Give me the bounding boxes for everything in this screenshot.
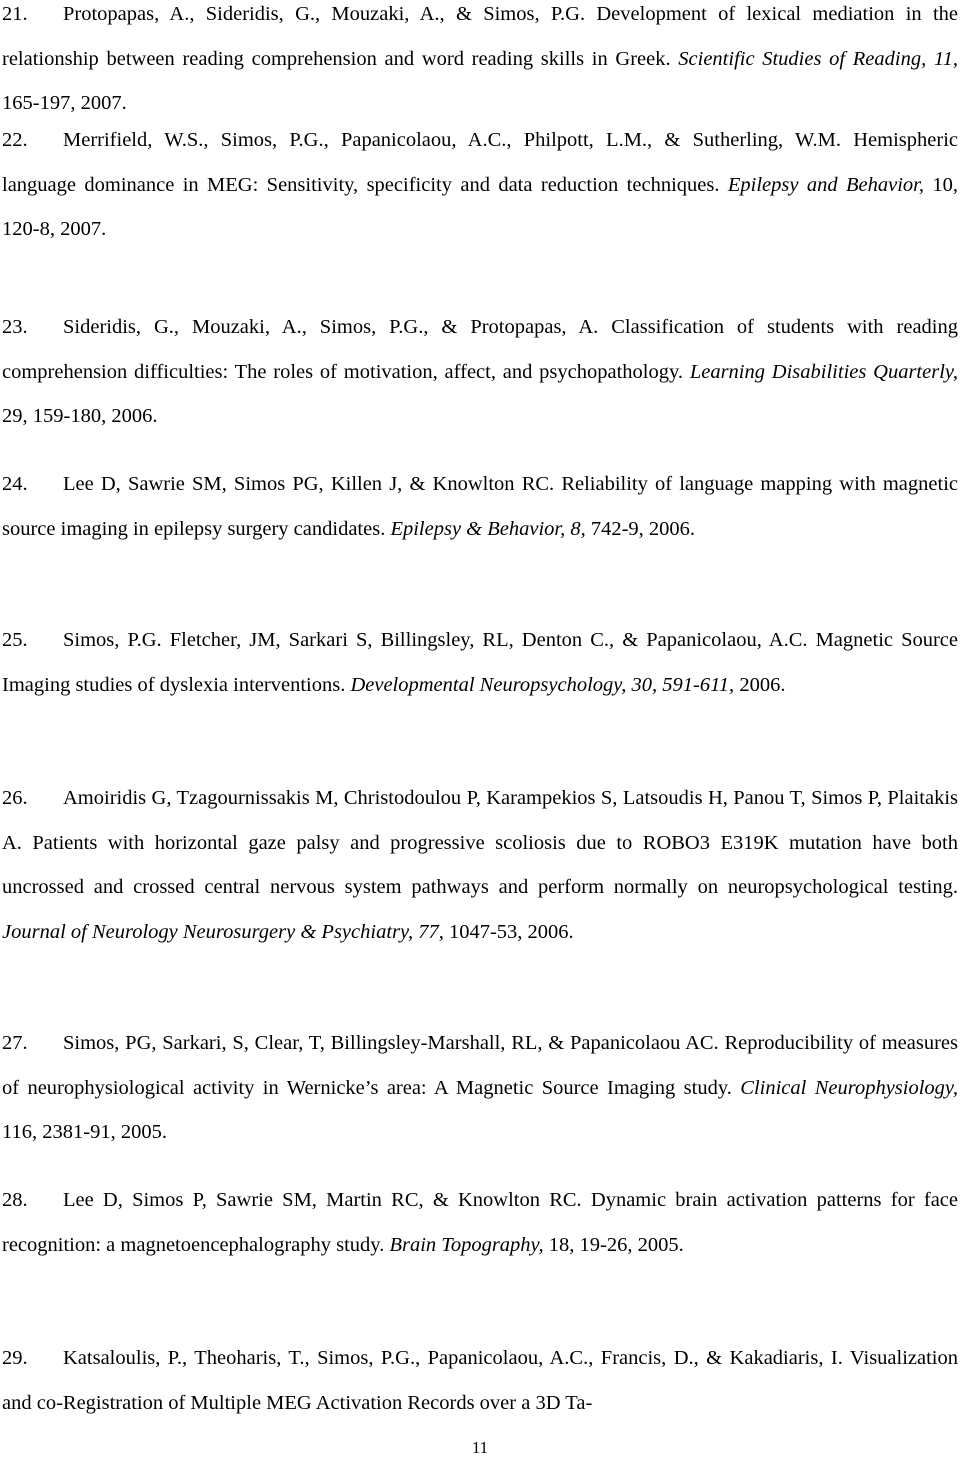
reference-journal: Epilepsy and Behavior, (727, 173, 924, 196)
reference-21 (2, 0, 958, 126)
reference-details: 1047-53, 2006. (443, 920, 574, 943)
reference-journal: Epilepsy & Behavior, 8, (390, 517, 586, 540)
reference-journal: Scientific Studies of Reading, 11, (678, 47, 959, 70)
reference-number: 26. (2, 787, 28, 809)
reference-text: Amoiridis G, Tzagournissakis M, Christodoulou P, Karampekios S, Latsoudis H, Panou T, Simos P, Plaitakis A. Patients with horizontal gaze palsy and progressive scoliosis due to ROBO3 E319K mutation have both uncrossed and crossed central nervous system pathways and perform normally on neuropsychological testing. (2, 787, 958, 898)
reference-text: Lee D, Simos P, Sawrie SM, Martin RC, & Knowlton RC. Dynamic brain activation patterns for face recognition: a magnetoencephalography study. (2, 1189, 958, 1256)
page-number: 11 (471, 1438, 489, 1457)
reference-details: 2006. (734, 673, 786, 696)
reference-details: 116, 2381-91, 2005. (2, 1121, 167, 1143)
reference-text: Simos, P.G. Fletcher, JM, Sarkari S, Billingsley, RL, Denton C., & Papanicolaou, A.C. Magnetic Source Imaging studies of dyslexia interventions. (2, 629, 958, 696)
reference-details: 165-197, 2007. (2, 92, 127, 114)
reference-number: 29. (2, 1347, 28, 1369)
reference-23 (2, 305, 958, 439)
reference-journal: Journal of Neurology Neurosurgery & Psychiatry, 77, (2, 920, 444, 943)
reference-26 (2, 776, 958, 954)
reference-27 (2, 1021, 958, 1155)
reference-details: 10, 120-8, 2007. (2, 173, 958, 240)
reference-text: Simos, PG, Sarkari, S, Clear, T, Billingsley-Marshall, RL, & Papanicolaou AC. Reproducibility of measures of neurophysiological activity in Wernicke’s area: A Magnetic Source Imaging study. (2, 1032, 958, 1099)
reference-text: Katsaloulis, P., Theoharis, T., Simos, P.G., Papanicolaou, A.C., Francis, D., & Kakadiaris, I. Visualization and co-Registration of Multiple MEG Activation Records over a 3D Ta- (2, 1347, 958, 1414)
reference-text: Protopapas, A., Sideridis, G., Mouzaki, A., & Simos, P.G. Development of lexical mediation in the relationship between reading comprehension and word reading skills in Greek. (2, 3, 958, 70)
reference-text: Merrifield, W.S., Simos, P.G., Papanicolaou, A.C., Philpott, L.M., & Sutherling, W.M. Hemispheric language dominance in MEG: Sensitivity, specificity and data reduction techniques. (2, 129, 958, 196)
reference-number: 28. (2, 1189, 28, 1211)
reference-22 (2, 118, 958, 252)
reference-details: 18, 19-26, 2005. (543, 1233, 684, 1256)
reference-journal: Brain Topography, (389, 1233, 544, 1256)
reference-number: 24. (2, 473, 28, 495)
reference-number: 27. (2, 1032, 28, 1054)
reference-journal: Learning Disabilities Quarterly, (689, 360, 958, 383)
reference-29 (2, 1336, 958, 1425)
reference-number: 25. (2, 629, 28, 651)
reference-details: 29, 159-180, 2006. (2, 405, 158, 427)
reference-25 (2, 618, 958, 707)
reference-journal: Developmental Neuropsychology, 30, 591-611, (350, 673, 735, 696)
reference-details: 742-9, 2006. (585, 517, 696, 540)
reference-journal: Clinical Neurophysiology, (740, 1076, 959, 1099)
reference-number: 22. (2, 129, 28, 151)
reference-number: 21. (2, 3, 28, 25)
reference-text: Lee D, Sawrie SM, Simos PG, Killen J, & Knowlton RC. Reliability of language mapping with magnetic source imaging in epilepsy surgery candidates. (2, 473, 958, 540)
reference-28 (2, 1178, 958, 1267)
reference-text: Sideridis, G., Mouzaki, A., Simos, P.G., & Protopapas, A. Classification of students with reading comprehension difficulties: The roles of motivation, affect, and psychopathology. (2, 316, 958, 383)
reference-24 (2, 462, 958, 551)
reference-number: 23. (2, 316, 28, 338)
